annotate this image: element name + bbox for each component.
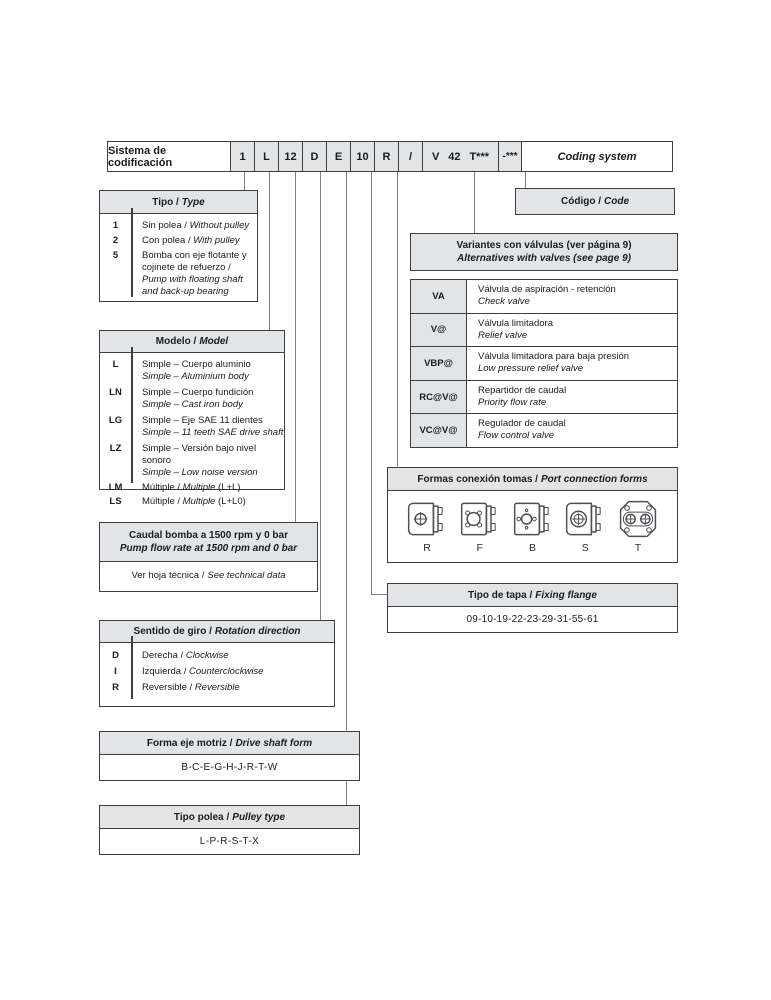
type-row-5-code: 5 [112, 250, 119, 261]
valve-row-vcv-desc [467, 414, 566, 447]
flow-body-es: Ver hoja técnica / [131, 570, 205, 581]
port-form-f-label: F [476, 542, 483, 554]
valve-row-v-code: V@ [411, 314, 467, 347]
model-row-lm [100, 482, 284, 494]
pulley-box [99, 805, 360, 855]
valve-row-rcv [411, 381, 677, 415]
connector-valves [474, 172, 475, 233]
pulley-title-en: Pulley type [232, 811, 286, 823]
connector-shaft [346, 172, 347, 731]
model-title-es: Modelo / [155, 336, 197, 347]
connector-flow [295, 172, 296, 522]
model-row-ls-code: LS [109, 496, 122, 507]
type-row-5-desc [131, 250, 254, 298]
flange-title-en: Fixing flange [535, 589, 597, 601]
model-row-l-en: Simple – Aluminium body [142, 371, 249, 382]
code-cell-slash-text: / [408, 150, 413, 163]
code-cell-rotation-text: D [310, 150, 319, 163]
rotation-row-r-es: Reversible / [142, 682, 193, 693]
rotation-divider [131, 636, 133, 699]
model-row-ls-suffix: (L+L0) [218, 496, 246, 507]
type-row-1-code: 1 [112, 220, 119, 231]
model-row-lm-suffix: (L+L) [218, 482, 241, 493]
rotation-row-i-code: I [114, 666, 117, 677]
model-row-ln-desc [131, 387, 253, 411]
rotation-row-i-en: Counterclockwise [189, 666, 264, 677]
shaft-box-body [100, 755, 359, 779]
code-cell-rotation [303, 142, 327, 171]
model-row-lg-desc [131, 415, 283, 439]
flow-box-body [100, 562, 317, 589]
pulley-box-body [100, 829, 359, 853]
model-row-lm-es: Múltiple / [142, 482, 181, 493]
type-row-2-en: With pulley [193, 235, 240, 246]
code-cell-type-text: 1 [239, 150, 246, 163]
connector-pulley [346, 781, 347, 805]
port-forms-box [387, 467, 678, 563]
flange-box-body [388, 607, 677, 631]
model-box-header [100, 331, 284, 353]
flange-box-header [388, 584, 677, 607]
type-box-body [100, 214, 257, 298]
coding-row-title-en [522, 142, 672, 171]
model-row-lg-en: Simple – 11 teeth SAE drive shaft [142, 427, 284, 438]
valve-row-vbp [411, 347, 677, 381]
type-row-1-es: Sin polea / [142, 220, 187, 231]
code-cell-code-text: -*** [502, 151, 518, 162]
type-row-2 [100, 235, 257, 247]
pulley-box-header [100, 806, 359, 829]
port-form-b [508, 497, 558, 554]
port-form-s-label: S [581, 542, 589, 554]
model-box-body [100, 353, 284, 508]
model-row-lm-en: Multiple [182, 482, 216, 493]
valve-row-vcv-es: Regulador de caudal [478, 418, 566, 430]
valve-row-v-desc [467, 314, 553, 347]
rotation-row-r-desc [131, 682, 240, 694]
port-forms-body [388, 491, 677, 554]
valve-row-vbp-es: Válvula limitadora para baja presión [478, 351, 630, 363]
connector-model [269, 172, 270, 330]
flange-title-es: Tipo de tapa / [468, 589, 533, 601]
code-cell-code [499, 142, 522, 171]
flow-box [99, 522, 318, 592]
rotation-row-i-es: Izquierda / [142, 666, 187, 677]
flow-body-en: See technical data [207, 570, 286, 581]
pulley-values: L-P-R-S-T-X [199, 835, 260, 847]
rotation-title-es: Sentido de giro / [133, 626, 212, 637]
port-form-r-icon [404, 497, 450, 541]
connector-ports [397, 172, 398, 467]
code-cell-type [231, 142, 255, 171]
valve-variants-title-es: Variantes con válvulas (ver página 9) [456, 240, 632, 251]
code-cell-ports-text: R [382, 150, 391, 163]
model-row-l-desc [131, 359, 251, 383]
flow-box-header [100, 523, 317, 562]
code-cell-shaft [327, 142, 351, 171]
model-row-ln [100, 387, 284, 411]
port-form-r [402, 497, 452, 554]
coding-row-title-es-text: Sistema de codificación [108, 144, 173, 169]
port-form-s-icon [562, 497, 608, 541]
flange-values: 09-10-19-22-23-29-31-55-61 [466, 613, 599, 625]
model-row-l [100, 359, 284, 383]
rotation-row-r [100, 682, 334, 694]
model-row-l-es: Simple – Cuerpo aluminio [142, 359, 251, 370]
model-row-ln-es: Simple – Cuerpo fundición [142, 387, 254, 398]
code-cell-flange [351, 142, 375, 171]
type-title-en: Type [181, 196, 205, 208]
code-cell-flange-text: 10 [356, 150, 369, 163]
model-row-ls-es: Múltiple / [142, 496, 181, 507]
connector-flange-h [371, 594, 387, 595]
port-form-t-label: T [634, 542, 642, 554]
model-row-ls-desc [131, 496, 246, 508]
rotation-title-en: Rotation direction [214, 626, 301, 637]
rotation-row-d-desc [131, 650, 229, 662]
type-row-1 [100, 220, 257, 232]
code-title-es: Código / [561, 196, 601, 207]
port-form-t-icon [615, 497, 661, 541]
valve-row-vbp-code: VBP@ [411, 347, 467, 380]
model-row-ls [100, 496, 284, 508]
connector-rotation [320, 172, 321, 620]
code-cell-flow-text: 12 [284, 150, 297, 163]
rotation-box-body [100, 643, 334, 694]
type-divider [131, 208, 133, 297]
shaft-title-en: Drive shaft form [235, 737, 313, 749]
port-forms-header [388, 468, 677, 491]
port-forms-title-es: Formas conexión tomas / [417, 473, 538, 485]
code-cell-valves-42: 42 [448, 150, 461, 163]
code-title-en: Code [604, 196, 629, 207]
port-form-f-icon [457, 497, 503, 541]
model-row-lz-en: Simple – Low noise version [142, 467, 258, 478]
model-row-lm-desc [131, 482, 241, 494]
code-cell-valves-t: T*** [469, 150, 489, 163]
code-cell-flow [279, 142, 303, 171]
valve-row-va-desc [467, 280, 616, 313]
shaft-title-es: Forma eje motriz / [146, 737, 233, 749]
coding-system-row [107, 141, 673, 172]
model-row-lz-code: LZ [109, 443, 122, 454]
type-row-2-es: Con polea / [142, 235, 191, 246]
valve-row-v [411, 314, 677, 348]
model-row-lg-es: Simple – Eje SAE 11 dientes [142, 415, 263, 426]
type-row-5 [100, 250, 257, 298]
model-row-ls-en: Multiple [182, 496, 216, 507]
model-box [99, 330, 285, 507]
valve-row-va [411, 280, 677, 314]
type-row-2-desc [131, 235, 240, 247]
valve-row-vcv-en: Flow control valve [478, 430, 555, 442]
rotation-row-r-en: Reversible [194, 682, 240, 693]
model-row-lg [100, 415, 284, 439]
model-row-lg-code: LG [108, 415, 123, 426]
code-cell-model [255, 142, 279, 171]
port-form-f [455, 497, 505, 554]
pulley-title-es: Tipo polea / [173, 811, 230, 823]
valve-row-rcv-es: Repartidor de caudal [478, 384, 567, 396]
connector-code [525, 172, 526, 188]
port-form-b-icon [510, 497, 556, 541]
valve-row-va-en: Check valve [478, 296, 530, 307]
model-row-lz-desc [131, 443, 284, 479]
flow-title-es: Caudal bomba a 1500 rpm y 0 bar [129, 530, 288, 541]
model-row-ln-en: Simple – Cast iron body [142, 399, 243, 410]
rotation-box-header [100, 621, 334, 643]
model-row-l-code: L [112, 359, 119, 370]
code-cell-valves [423, 142, 499, 171]
code-box [515, 188, 675, 215]
type-title-es: Tipo / [152, 196, 179, 208]
type-row-2-code: 2 [112, 235, 119, 246]
valve-variants-title-en: Alternatives with valves (see page 9) [457, 253, 631, 264]
valve-row-v-en: Relief valve [478, 329, 528, 341]
valve-row-va-code: VA [411, 280, 467, 313]
code-cell-valves-v: V [432, 150, 440, 163]
valve-table [410, 279, 678, 448]
valve-row-rcv-en: Priority flow rate [478, 396, 547, 408]
valve-row-vbp-en: Low pressure relief valve [478, 363, 584, 375]
model-row-lm-code: LM [108, 482, 123, 493]
rotation-row-d-code: D [112, 650, 119, 661]
rotation-row-i [100, 666, 334, 678]
port-form-s [560, 497, 610, 554]
code-cell-slash [399, 142, 423, 171]
flange-box [387, 583, 678, 633]
type-row-1-desc [131, 220, 249, 232]
connector-flange-v [371, 172, 372, 595]
code-cell-shaft-text: E [334, 150, 343, 163]
flow-title-en: Pump flow rate at 1500 rpm and 0 bar [119, 543, 298, 554]
rotation-box [99, 620, 335, 707]
type-row-5-en: Pump with floating shaft and back-up bearing [142, 274, 243, 297]
type-box-header [100, 191, 257, 214]
valve-row-v-es: Válvula limitadora [478, 317, 553, 329]
port-form-b-label: B [528, 542, 536, 554]
model-title-en: Model [199, 336, 229, 347]
valve-variants-box [410, 233, 678, 271]
port-form-r-label: R [423, 542, 431, 554]
rotation-row-d-en: Clockwise [185, 650, 229, 661]
model-divider [131, 347, 133, 483]
type-row-1-en: Without pulley [189, 220, 250, 231]
valve-row-vbp-desc [467, 347, 629, 380]
code-cell-model-text: L [263, 150, 270, 163]
port-form-t [613, 497, 663, 554]
connector-type [244, 172, 245, 190]
valve-row-vcv [411, 414, 677, 447]
code-cell-ports [375, 142, 399, 171]
type-box [99, 190, 258, 302]
model-row-lz-es: Simple – Versión bajo nivel sonoro [142, 443, 257, 466]
port-forms-title-en: Port connection forms [540, 473, 648, 485]
valve-row-rcv-desc [467, 381, 566, 414]
rotation-row-d [100, 650, 334, 662]
valve-row-rcv-code: RC@V@ [411, 381, 467, 414]
rotation-row-d-es: Derecha / [142, 650, 184, 661]
shaft-box-header [100, 732, 359, 755]
shaft-values: B-C-E-G-H-J-R-T-W [181, 761, 278, 773]
rotation-row-i-desc [131, 666, 263, 678]
rotation-row-r-code: R [112, 682, 119, 693]
coding-row-title-es [108, 142, 231, 171]
model-row-lz [100, 443, 284, 479]
coding-row-title-en-text: Coding system [557, 150, 637, 163]
shaft-box [99, 731, 360, 781]
model-row-ln-code: LN [109, 387, 122, 398]
type-row-5-es: Bomba con eje flotante y cojinete de refuerzo / [142, 250, 247, 273]
valve-row-vcv-code: VC@V@ [411, 414, 467, 447]
valve-row-va-es: Válvula de aspiración - retención [478, 284, 616, 295]
